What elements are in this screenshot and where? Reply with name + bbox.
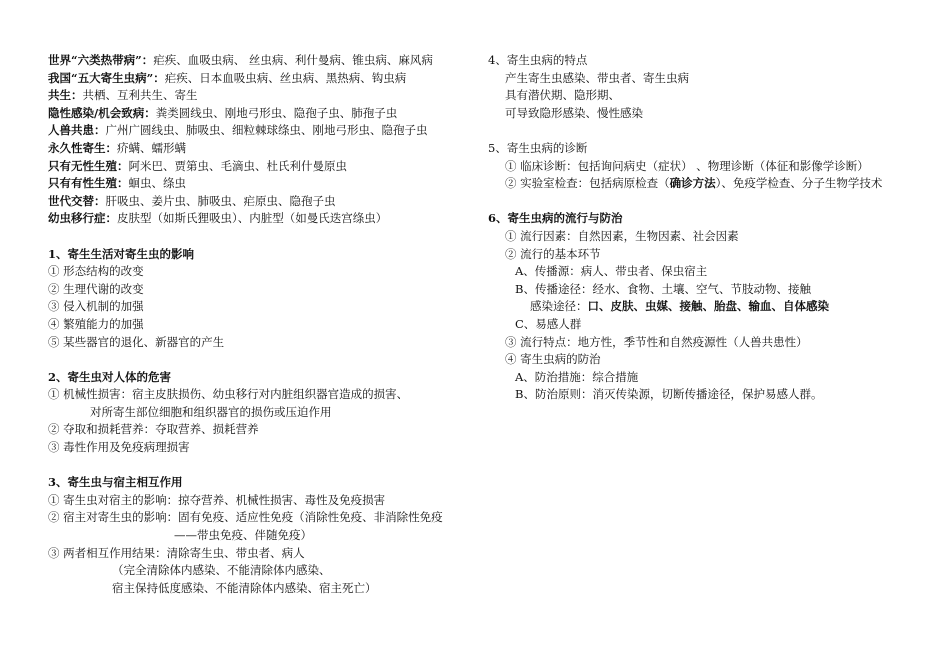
list-item: ① 临床诊断：包括询问病史（症状） 、物理诊断（体征和影像学诊断） xyxy=(505,158,869,173)
def-term: 共生： xyxy=(48,88,83,103)
def-text: 广州广圆线虫、肺吸虫、细粒棘球绦虫、刚地弓形虫、隐孢子虫 xyxy=(105,123,428,138)
def-text: 疥螨、蠕形螨 xyxy=(117,140,186,155)
def-term: 人兽共患： xyxy=(48,123,106,138)
def-text: 疟疾、血吸虫病、 丝虫病、利什曼病、锥虫病、麻风病 xyxy=(153,53,433,67)
section-2 xyxy=(48,369,468,457)
def-line xyxy=(48,210,468,228)
def-line xyxy=(48,193,468,211)
section-heading: 5、寄生虫病的诊断 xyxy=(488,140,588,155)
list-item: ① 流行因素：自然因素，生物因素、社会因素 xyxy=(505,228,739,243)
text-fragment: ② 实验室检查：包括病原检查（ xyxy=(505,176,670,191)
emphasis-text: 口、皮肤、虫媒、接触、胎盘、输血、自体感染 xyxy=(587,299,829,314)
list-item: ② 生理代谢的改变 xyxy=(48,281,144,296)
def-term: 我国“五大寄生虫病”： xyxy=(48,70,165,85)
def-text: 粪类圆线虫、刚地弓形虫、隐孢子虫、肺孢子虫 xyxy=(155,105,398,120)
def-text: 共栖、互利共生、寄生 xyxy=(82,88,198,103)
list-item: ③ 流行特点：地方性，季节性和自然疫源性（人兽共患性） xyxy=(505,334,808,349)
list-item: ② 流行的基本环节 xyxy=(505,246,601,261)
list-item xyxy=(488,298,908,316)
left-column xyxy=(48,52,468,597)
spacer xyxy=(488,193,908,211)
list-item: ③ 侵入机制的加强 xyxy=(48,299,144,314)
section-heading: 1、寄生生活对寄生虫的影响 xyxy=(48,246,195,261)
list-item: ① 寄生虫对宿主的影响：掠夺营养、机械性损害、毒性及免疫损害 xyxy=(48,492,386,507)
list-item: 产生寄生虫感染、带虫者、寄生虫病 xyxy=(505,70,689,85)
def-term: 世代交替： xyxy=(48,193,106,208)
def-text: 疟疾、日本血吸虫病、丝虫病、黑热病、钩虫病 xyxy=(164,70,407,85)
text-fragment: 感染途径： xyxy=(530,299,588,314)
list-item: B、传播途径：经水、食物、土壤、空气、节肢动物、接触 xyxy=(515,281,811,296)
definitions-list xyxy=(48,52,468,228)
def-term: 只有无性生殖： xyxy=(48,158,129,173)
list-item: A、防治措施：综合措施 xyxy=(515,369,639,384)
emphasis-text: 确诊方法 xyxy=(669,176,716,191)
section-heading: 4、寄生虫病的特点 xyxy=(488,53,588,67)
list-item: ② 宿主对寄生虫的影响：固有免疫、适应性免疫（消除性免疫、非消除性免疫 xyxy=(48,510,443,525)
def-line xyxy=(48,70,468,88)
list-item: ③ 两者相互作用结果：清除寄生虫、带虫者、病人 xyxy=(48,545,305,560)
list-item: 可导致隐形感染、慢性感染 xyxy=(505,105,643,120)
def-line xyxy=(48,87,468,105)
spacer xyxy=(48,228,468,246)
section-6 xyxy=(488,210,908,404)
def-line xyxy=(48,175,468,193)
list-item: ① 机械性损害：宿主皮肤损伤、幼虫移行对内脏组织器官造成的损害、 xyxy=(48,387,409,402)
def-term: 世界“六类热带病”： xyxy=(48,53,154,67)
list-item-continuation: ——带虫免疫、伴随免疫） xyxy=(174,528,312,543)
list-item: A、传播源：病人、带虫者、保虫宿主 xyxy=(515,264,708,279)
list-item: B、防治原则：消灭传染源，切断传播途径，保护易感人群。 xyxy=(515,387,823,402)
section-5 xyxy=(488,140,908,193)
list-item: ④ 寄生虫病的防治 xyxy=(505,352,601,367)
list-item: ④ 繁殖能力的加强 xyxy=(48,316,144,331)
def-line xyxy=(48,105,468,123)
spacer xyxy=(48,457,468,475)
def-line xyxy=(48,158,468,176)
list-item: 具有潜伏期、隐形期、 xyxy=(505,88,620,103)
section-1 xyxy=(48,246,468,352)
def-line xyxy=(48,52,468,70)
section-heading: 6、寄生虫病的流行与防治 xyxy=(488,211,623,226)
list-item: ③ 毒性作用及免疫病理损害 xyxy=(48,440,190,455)
def-text: 蛔虫、绦虫 xyxy=(128,176,186,191)
def-term: 永久性寄生： xyxy=(48,140,117,155)
list-item: ② 夺取和损耗营养：夺取营养、损耗营养 xyxy=(48,422,259,437)
list-item xyxy=(488,175,908,193)
right-column xyxy=(488,52,908,404)
list-item-continuation: （完全清除体内感染、不能清除体内感染、 xyxy=(112,563,331,578)
list-item: ① 形态结构的改变 xyxy=(48,264,144,279)
def-text: 肝吸虫、姜片虫、肺吸虫、疟原虫、隐孢子虫 xyxy=(105,193,336,208)
text-fragment: ）、免疫学检查、分子生物学技术 xyxy=(715,176,883,191)
section-4 xyxy=(488,52,908,122)
section-heading: 2、寄生虫对人体的危害 xyxy=(48,369,172,384)
list-item: ⑤ 某些器官的退化、新器官的产生 xyxy=(48,334,225,349)
spacer xyxy=(48,351,468,369)
list-item: C、易感人群 xyxy=(515,316,582,331)
section-3 xyxy=(48,474,468,597)
def-term: 幼虫移行症： xyxy=(48,211,117,226)
def-line xyxy=(48,122,468,140)
def-text: 阿米巴、贾第虫、毛滴虫、杜氏利什曼原虫 xyxy=(128,158,347,173)
def-term: 隐性感染/机会致病： xyxy=(48,105,156,120)
spacer xyxy=(488,122,908,140)
section-heading: 3、寄生虫与宿主相互作用 xyxy=(48,475,183,490)
def-term: 只有有性生殖： xyxy=(48,176,129,191)
list-item-continuation: 对所寄生部位细胞和组织器官的损伤或压迫作用 xyxy=(90,404,332,419)
def-line xyxy=(48,140,468,158)
def-text: 皮肤型（如斯氏狸吸虫）、内脏型（如曼氏迭宫绦虫） xyxy=(117,211,388,226)
list-item-continuation: 宿主保持低度感染、不能清除体内感染、宿主死亡） xyxy=(112,580,377,595)
